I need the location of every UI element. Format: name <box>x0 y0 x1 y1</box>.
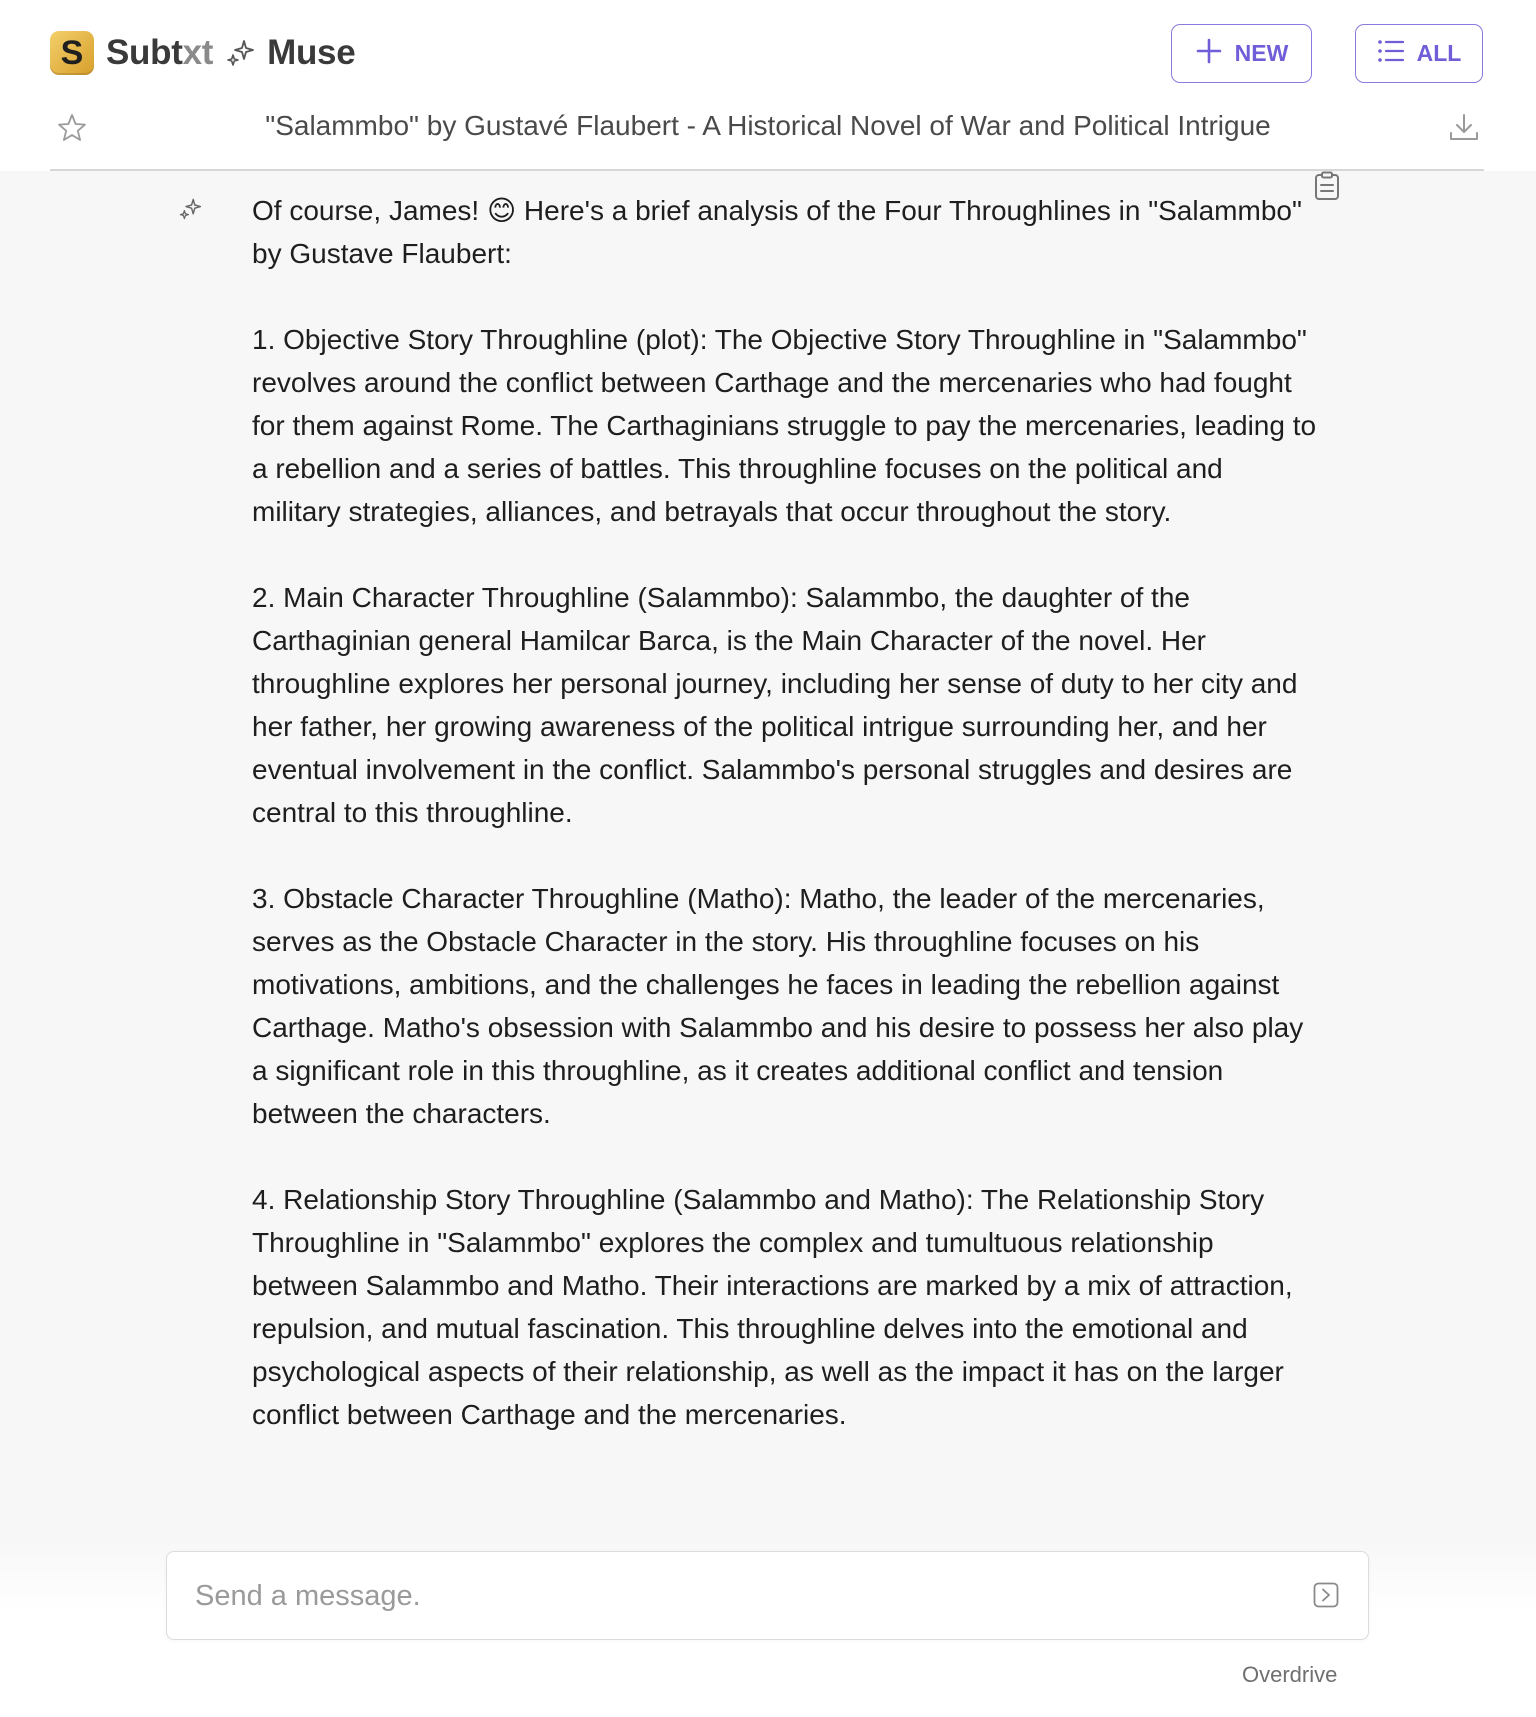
plus-icon <box>1195 37 1223 71</box>
app-subname: Muse <box>267 33 356 72</box>
conversation-title-bar <box>0 100 1536 172</box>
brand[interactable] <box>50 31 355 75</box>
message-paragraph: 1. Objective Story Throughline (plot): The Objective Story Throughline in "Salammbo" revolves around the conflict between Carthage and the mercenaries who had fought for them against Rome. The Carthaginians struggle to pay the mercenaries, leading to a rebellion and a series of battles. This throughline focuses on the political and military strategies, alliances, and betrayals that occur throughout the story. <box>252 324 1317 527</box>
new-chat-label: NEW <box>1234 40 1289 66</box>
message-paragraph: 4. Relationship Story Throughline (Salammbo and Matho): The Relationship Story Throughline in "Salammbo" explores the complex and tumultuous relationship between Salammbo and Matho. Their interactions are marked by a mix of attraction, repulsion, and mutual fascination. This throughline delves into the emotional and psychological aspects of their relationship, as well as the impact it has on the larger conflict between Carthage and the mercenaries. <box>252 1184 1293 1430</box>
all-chats-button[interactable] <box>1355 24 1483 83</box>
subtxt-logo-icon <box>50 31 94 75</box>
clipboard-icon[interactable] <box>1313 171 1341 206</box>
app-name-accent: xt <box>182 33 214 72</box>
new-chat-button[interactable] <box>1171 24 1312 83</box>
mode-label[interactable]: Overdrive <box>1242 1662 1338 1687</box>
assistant-message <box>252 189 1317 1436</box>
conversation-title: "Salammbo" by Gustavé Flaubert - A Historical Novel of War and Political Intrigue <box>265 110 1271 141</box>
message-paragraph: 2. Main Character Throughline (Salammbo): Salammbo, the daughter of the Carthaginian general Hamilcar Barca, is the Main Character of the novel. Her throughline explores her personal journey, including her sense of duty to her city and her father, her growing awareness of the political intrigue surrounding her, and her eventual involvement in the conflict. Salammbo's personal struggles and desires are central to this throughline. <box>252 582 1298 828</box>
list-icon <box>1377 37 1405 71</box>
message-composer[interactable] <box>166 1551 1369 1640</box>
message-input[interactable] <box>195 1572 1275 1620</box>
send-icon[interactable] <box>1313 1582 1339 1613</box>
sparkle-icon <box>225 38 255 68</box>
message-paragraph: 3. Obstacle Character Throughline (Matho): Matho, the leader of the mercenaries, serves as the Obstacle Character in the story. His throughline focuses on his motivations, ambitions, and the challenges he faces in leading the rebellion against Carthage. Matho's obsession with Salammbo and his desire to possess her also play a significant role in this throughline, as it creates additional conflict and tension between the characters. <box>252 883 1304 1129</box>
sparkle-icon <box>178 197 202 226</box>
download-icon[interactable] <box>1447 111 1481 150</box>
message-paragraph: Of course, James! 😊 Here's a brief analysis of the Four Throughlines in "Salammbo" by Gustave Flaubert: <box>252 195 1302 269</box>
app-header <box>0 0 1536 100</box>
app-name-main: Subt <box>106 33 183 72</box>
chat-area[interactable] <box>0 171 1536 1541</box>
all-chats-label: ALL <box>1416 40 1462 66</box>
logo-letter: S <box>60 34 84 72</box>
app-name <box>106 33 213 73</box>
